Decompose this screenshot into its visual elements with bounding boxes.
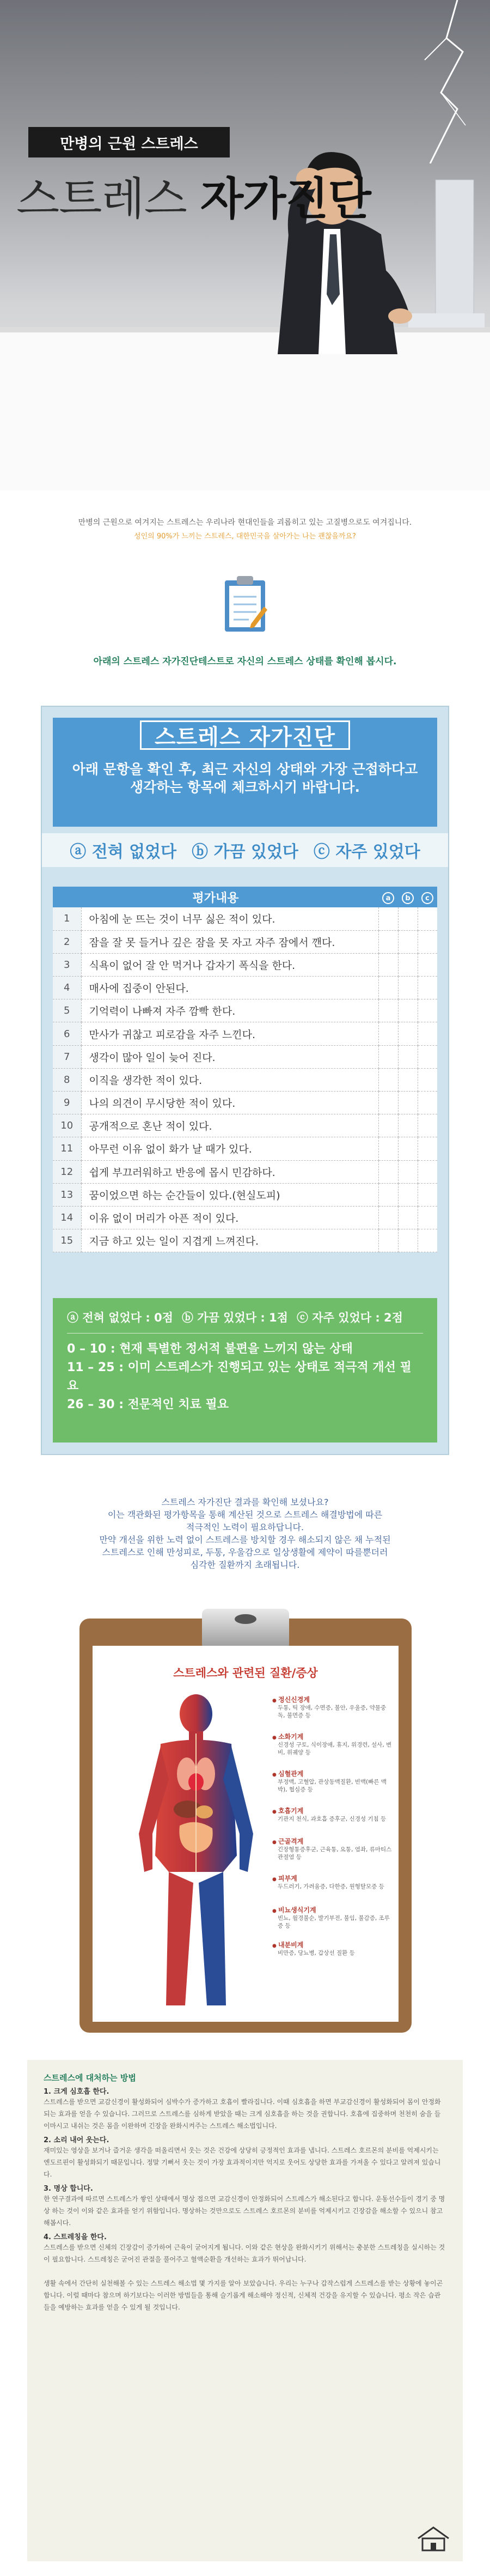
disease-item bbox=[272, 1732, 392, 1756]
hero-tag: 만병의 근원 스트레스 bbox=[28, 127, 230, 157]
question-text: 쉽게 부끄러워하고 반응에 몹시 민감하다. bbox=[81, 1160, 378, 1183]
human-body-illustration bbox=[128, 1692, 264, 2014]
self-test-description: 아래 문항을 확인 후, 최근 자신의 상태와 가장 근접하다고 생각하는 항목에 체크하시기 바랍니다. bbox=[72, 761, 418, 795]
clipboard-clip bbox=[202, 1609, 289, 1647]
question-number: 9 bbox=[53, 1092, 81, 1114]
question-text: 아무런 이유 없이 화가 날 때가 있다. bbox=[81, 1137, 378, 1160]
answer-cell-a[interactable] bbox=[378, 953, 398, 976]
header-mark-a: a bbox=[378, 887, 398, 907]
answer-cell-b[interactable] bbox=[398, 977, 418, 999]
question-number: 7 bbox=[53, 1045, 81, 1068]
question-row bbox=[53, 999, 437, 1022]
question-row bbox=[53, 1068, 437, 1091]
hero-banner bbox=[0, 0, 490, 490]
question-number: 6 bbox=[53, 1022, 81, 1045]
answer-cell-b[interactable] bbox=[398, 1045, 418, 1068]
answer-cell-b[interactable] bbox=[398, 1160, 418, 1183]
question-text: 이직을 생각한 적이 있다. bbox=[81, 1068, 378, 1091]
coping-method-title: 3. 명상 합니다. bbox=[44, 2185, 93, 2193]
question-row bbox=[53, 1045, 437, 1068]
coping-method-title: 1. 크게 심호흡 한다. bbox=[44, 2088, 109, 2096]
house-icon bbox=[416, 2525, 451, 2551]
disease-category: ● 내분비계 bbox=[272, 1940, 392, 1949]
disease-item bbox=[272, 1905, 392, 1930]
question-row bbox=[53, 1092, 437, 1114]
question-text: 이유 없이 머리가 아픈 적이 있다. bbox=[81, 1206, 378, 1229]
score-legend: ⓐ 전혀 없었다 : 0점 ⓑ 가끔 있었다 : 1점 ⓒ 자주 있었다 : 2점 bbox=[67, 1311, 403, 1324]
disease-item bbox=[272, 1806, 392, 1823]
answer-cell-b[interactable] bbox=[398, 1229, 418, 1252]
coping-method bbox=[44, 2183, 446, 2229]
coping-method-text: 한 연구결과에 따르면 스트레스가 쌓인 상태에서 명상 접으면 교감신경이 안정화되어 스트레스가 해소된다고 합니다. 운동선수들이 경기 중 명상 하는 것이 이와 같은 효과를 얻기 위함입니다. 명상하는 것만으로도 스트레스 호르몬의 분비를 억제시키고 긴장감을 해소할 수 있으니 참고해봅시다. bbox=[44, 2195, 445, 2227]
question-row bbox=[53, 1229, 437, 1252]
option-a: ⓐ 전혀 없었다 bbox=[70, 842, 177, 862]
table-header-row bbox=[53, 887, 437, 907]
answer-cell-a[interactable] bbox=[378, 999, 398, 1022]
question-row bbox=[53, 1114, 437, 1137]
question-text: 나의 의견이 무시당한 적이 있다. bbox=[81, 1092, 378, 1114]
score-divider bbox=[67, 1333, 423, 1334]
question-row bbox=[53, 1183, 437, 1206]
coping-outro: 생활 속에서 간단히 실천해볼 수 있는 스트레스 해소법 몇 가지를 알아 보았습니다. 우리는 누구나 갑작스럽게 스트레스를 받는 상황에 놓이곤 합니다. 이럴 때마다 참으며 하기보다는 이러한 방법들을 통해 슬기롭게 해소해야 정신적, 신체적 건강을 유지할 수 있습니다. 평소 작은 습관들을 예방하는 효과를 얻을 수 있게 될 것입니다. bbox=[44, 2280, 443, 2311]
question-number: 12 bbox=[53, 1160, 81, 1183]
answer-cell-a[interactable] bbox=[378, 1068, 398, 1091]
disease-category: ● 정신신경계 bbox=[272, 1695, 392, 1704]
question-number: 5 bbox=[53, 999, 81, 1022]
self-test-card bbox=[41, 706, 449, 1455]
answer-cell-b[interactable] bbox=[398, 1183, 418, 1206]
answer-cell-b[interactable] bbox=[398, 999, 418, 1022]
table-header-content: 평가내용 bbox=[53, 887, 378, 907]
coping-method-text: 재미있는 영상을 보거나 즐거운 생각을 떠올리면서 웃는 것은 건강에 상당히 긍정적인 효과를 냅니다. 스트레스 호르몬의 분비를 억제시키는 엔도르핀이 활성화되기 때문입니다. 정말 기뻐서 웃는 것이 가장 효과적이지만 억지로 웃어도 상당한 효과를 가져올 수 있다고 알려져 있습니다. bbox=[44, 2147, 441, 2178]
answer-cell-c[interactable] bbox=[418, 953, 437, 976]
disease-symptoms: 두통, 틱 장애, 수면증, 불안, 우울증, 약물중독, 불면증 등 bbox=[278, 1705, 387, 1719]
coping-method bbox=[44, 2231, 446, 2265]
desk bbox=[0, 332, 490, 490]
question-row bbox=[53, 1022, 437, 1045]
question-number: 11 bbox=[53, 1137, 81, 1160]
disease-symptoms: 부정맥, 고혈압, 관상동맥질환, 빈맥(빠른 맥박), 협심증 등 bbox=[278, 1779, 387, 1793]
disease-item bbox=[272, 1695, 392, 1719]
question-number: 15 bbox=[53, 1229, 81, 1252]
answer-cell-a[interactable] bbox=[378, 977, 398, 999]
answer-cell-c[interactable] bbox=[418, 1092, 437, 1114]
answer-cell-a[interactable] bbox=[378, 1092, 398, 1114]
question-text: 꿈이었으면 하는 순간들이 있다.(현실도피) bbox=[81, 1183, 378, 1206]
disease-symptoms: 기관지 천식, 과호흡 증후군, 신경성 기침 등 bbox=[278, 1816, 387, 1822]
coping-method-text: 스트레스를 받으면 신체의 긴장감이 증가하여 근육이 굳어지게 됩니다. 이와 같은 현상을 완화시키기 위해서는 충분한 스트레칭을 실시하는 것이 필요합니다. 스트레칭은 굳어진 관절을 풀어주고 혈액순환을 개선하는 효과가 뛰어납니다. bbox=[44, 2244, 445, 2263]
answer-cell-a[interactable] bbox=[378, 1183, 398, 1206]
answer-cell-a[interactable] bbox=[378, 1022, 398, 1045]
question-text: 지금 하고 있는 일이 지겹게 느껴진다. bbox=[81, 1229, 378, 1252]
answer-cell-b[interactable] bbox=[398, 1092, 418, 1114]
question-table bbox=[53, 887, 437, 1252]
disease-item bbox=[272, 1874, 392, 1890]
answer-cell-c[interactable] bbox=[418, 999, 437, 1022]
question-number: 10 bbox=[53, 1114, 81, 1137]
question-number: 4 bbox=[53, 977, 81, 999]
score-box bbox=[53, 1298, 437, 1442]
disease-item bbox=[272, 1836, 392, 1861]
score-range-2: 11 – 25 : 이미 스트레스가 진행되고 있는 상태로 적극적 개선 필요 bbox=[67, 1361, 412, 1393]
question-text: 매사에 집중이 안된다. bbox=[81, 977, 378, 999]
answer-cell-b[interactable] bbox=[398, 953, 418, 976]
answer-cell-c[interactable] bbox=[418, 907, 437, 930]
answer-cell-a[interactable] bbox=[378, 1206, 398, 1229]
disease-symptoms: 비만증, 당뇨병, 갑상선 질환 등 bbox=[278, 1950, 355, 1956]
answer-cell-c[interactable] bbox=[418, 1137, 437, 1160]
disease-category: ● 소화기계 bbox=[272, 1732, 392, 1741]
disease-clipboard bbox=[79, 1619, 412, 2033]
answer-cell-a[interactable] bbox=[378, 1160, 398, 1183]
check-instruction: 아래의 스트레스 자가진단테스트로 자신의 스트레스 상태를 확인해 봅시다. bbox=[93, 656, 397, 667]
question-row bbox=[53, 930, 437, 953]
answer-cell-b[interactable] bbox=[398, 930, 418, 953]
score-range-3: 26 – 30 : 전문적인 치료 필요 bbox=[67, 1398, 229, 1411]
answer-cell-c[interactable] bbox=[418, 1160, 437, 1183]
disease-symptoms: 긴장형통증후군, 근육통, 요통, 염좌, 류마티스 관절염 등 bbox=[278, 1846, 392, 1860]
option-b: ⓑ 가끔 있었다 bbox=[192, 842, 298, 862]
question-text: 아침에 눈 뜨는 것이 너무 싫은 적이 있다. bbox=[81, 907, 378, 930]
disease-category: ● 근골격계 bbox=[272, 1836, 392, 1846]
answer-cell-c[interactable] bbox=[418, 1114, 437, 1137]
question-text: 잠을 잘 못 들거나 깊은 잠을 못 자고 자주 잠에서 깬다. bbox=[81, 930, 378, 953]
header-mark-c: c bbox=[418, 887, 437, 907]
question-text: 공개적으로 혼난 적이 있다. bbox=[81, 1114, 378, 1137]
question-text: 기억력이 나빠져 자주 깜빡 한다. bbox=[81, 999, 378, 1022]
question-row bbox=[53, 907, 437, 930]
answer-cell-c[interactable] bbox=[418, 1183, 437, 1206]
answer-cell-b[interactable] bbox=[398, 907, 418, 930]
answer-cell-c[interactable] bbox=[418, 1206, 437, 1229]
answer-cell-b[interactable] bbox=[398, 1114, 418, 1137]
question-number: 3 bbox=[53, 953, 81, 976]
answer-cell-c[interactable] bbox=[418, 1229, 437, 1252]
self-test-title: 스트레스 자가진단 bbox=[140, 720, 350, 750]
answer-cell-a[interactable] bbox=[378, 907, 398, 930]
question-row bbox=[53, 977, 437, 999]
disease-chart-title: 스트레스와 관련된 질환/증상 bbox=[173, 1666, 318, 1680]
coping-method-title: 4. 스트레칭을 한다. bbox=[44, 2233, 107, 2241]
coping-method-text: 스트레스를 받으면 교감신경이 활성화되어 심박수가 증가하고 호흡이 빨라집니다. 이때 심호흡을 하면 부교감신경이 활성화되어 몸이 안정화되는 효과를 얻을 수 있습니다. 그러므로 스트레스를 심하게 받았을 때는 크게 심호흡을 하는 것을 권합니다. 호흡에 집중하며 천천히 숨을 들이마시고 내쉬는 것은 몸을 이완하며 긴장을 완화시켜주는 스트레스 해소법입니다. bbox=[44, 2098, 441, 2130]
clipboard-icon bbox=[0, 574, 490, 634]
question-number: 1 bbox=[53, 907, 81, 930]
coping-method bbox=[44, 2086, 446, 2132]
disease-category: ● 심혈관계 bbox=[272, 1769, 392, 1778]
question-number: 13 bbox=[53, 1183, 81, 1206]
answer-cell-b[interactable] bbox=[398, 1206, 418, 1229]
intro-accent-text: 성인의 90%가 느끼는 스트레스, 대한민국을 살아가는 나는 괜찮을까요? bbox=[134, 532, 356, 541]
result-explanation: 스트레스 자가진단 결과를 확인해 보셨나요? 이는 객관화된 평가항목을 통해 계산된 것으로 스트레스 해결방법에 따른 적극적인 노력이 필요하답니다. 만약 개선을 위한 노력 없이 스트레스를 방치할 경우 해소되지 않은 채 누적된 스트레스로 인해 만성피로, 두통, 우울감으로 일상생활에 제약이 따를뿐더러 심각한 질환까지 초래됩니다. bbox=[99, 1497, 391, 1570]
answer-cell-c[interactable] bbox=[418, 1022, 437, 1045]
answer-cell-b[interactable] bbox=[398, 1068, 418, 1091]
question-text: 식욕이 없어 잘 안 먹거나 갑자기 폭식을 한다. bbox=[81, 953, 378, 976]
question-text: 생각이 많아 일이 늦어 진다. bbox=[81, 1045, 378, 1068]
disease-symptoms: 신경성 구토, 식이장애, 휴지, 위경련, 설사, 변비, 위궤양 등 bbox=[278, 1742, 392, 1756]
disease-category: ● 비뇨생식기계 bbox=[272, 1905, 392, 1914]
disease-category: ● 피부계 bbox=[272, 1874, 392, 1883]
question-row bbox=[53, 1137, 437, 1160]
answer-cell-c[interactable] bbox=[418, 977, 437, 999]
question-row bbox=[53, 953, 437, 976]
answer-cell-b[interactable] bbox=[398, 1137, 418, 1160]
question-number: 14 bbox=[53, 1206, 81, 1229]
question-row bbox=[53, 1160, 437, 1183]
answer-cell-a[interactable] bbox=[378, 1137, 398, 1160]
disease-symptoms: 빈뇨, 월경불순, 발기부전, 불임, 불감증, 조루증 등 bbox=[278, 1915, 390, 1929]
coping-title: 스트레스에 대처하는 방법 bbox=[44, 2073, 136, 2083]
disease-category: ● 호흡기계 bbox=[272, 1806, 392, 1815]
answer-cell-c[interactable] bbox=[418, 1045, 437, 1068]
intro-text: 만병의 근원으로 여겨지는 스트레스는 우리나라 현대인들을 괴롭히고 있는 고질병으로도 여겨집니다. bbox=[78, 518, 412, 527]
question-row bbox=[53, 1206, 437, 1229]
disease-symptoms: 두드러기, 가려움증, 다한증, 원형탈모증 등 bbox=[278, 1883, 384, 1890]
question-text: 만사가 귀찮고 피로감을 자주 느낀다. bbox=[81, 1022, 378, 1045]
coping-methods-section bbox=[27, 2060, 463, 2561]
answer-options bbox=[42, 833, 448, 867]
option-c: ⓒ 자주 있었다 bbox=[313, 842, 420, 862]
coping-method bbox=[44, 2134, 446, 2180]
coping-method-title: 2. 소리 내어 웃는다. bbox=[44, 2136, 109, 2144]
intro-section bbox=[0, 490, 490, 667]
self-test-header bbox=[53, 718, 437, 827]
hero-title: 스트레스 자가진단 bbox=[16, 173, 371, 225]
answer-cell-a[interactable] bbox=[378, 1045, 398, 1068]
answer-cell-a[interactable] bbox=[378, 1229, 398, 1252]
disease-item bbox=[272, 1769, 392, 1793]
disease-item bbox=[272, 1940, 392, 1957]
answer-cell-c[interactable] bbox=[418, 1068, 437, 1091]
disease-chart-paper bbox=[93, 1646, 399, 2022]
answer-cell-c[interactable] bbox=[418, 930, 437, 953]
score-range-1: 0 – 10 : 현재 특별한 정서적 불편을 느끼지 않는 상태 bbox=[67, 1342, 353, 1356]
answer-cell-b[interactable] bbox=[398, 1022, 418, 1045]
answer-cell-a[interactable] bbox=[378, 930, 398, 953]
answer-cell-a[interactable] bbox=[378, 1114, 398, 1137]
question-number: 2 bbox=[53, 930, 81, 953]
header-mark-b: b bbox=[398, 887, 418, 907]
question-number: 8 bbox=[53, 1068, 81, 1091]
